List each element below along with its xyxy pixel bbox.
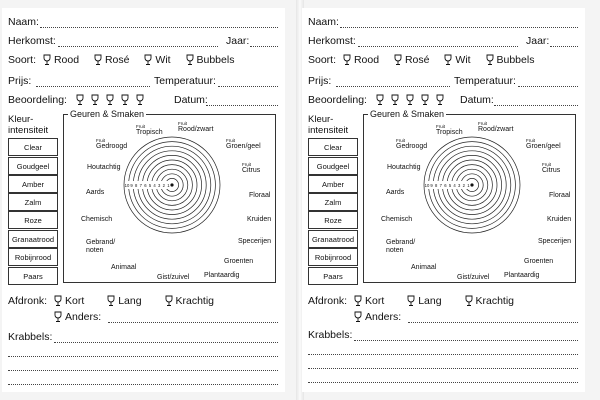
color-box-granaatrood[interactable]: Granaatrood [308, 230, 358, 248]
aroma-specerijen: Specerijen [538, 238, 572, 245]
scale-number: 9 [130, 183, 133, 188]
origin-label: Herkomst: [308, 35, 356, 47]
wine-glass-icon[interactable] [54, 311, 62, 322]
scale-number: 2 [162, 183, 165, 188]
scale-number: 2 [462, 183, 465, 188]
notes-line[interactable] [8, 356, 278, 357]
aroma-groenten: Groenten [524, 258, 554, 265]
aroma-animaal: Animaal [111, 264, 137, 271]
aroma-gebrand-noten: Gebrand/ noten [86, 239, 116, 254]
scale-number: 6 [444, 183, 447, 188]
aroma-houtachtig: Houtachtig [87, 164, 121, 171]
finish-option-krachtig: Krachtig [175, 295, 215, 307]
aromas-title: Geuren & Smaken [70, 109, 145, 119]
color-box-clear[interactable]: Clear [308, 138, 358, 156]
color-box-roze[interactable]: Roze [308, 211, 358, 229]
scale-number: 10 [424, 183, 430, 188]
wine-glass-icon[interactable] [144, 54, 152, 65]
aroma-gebrand-noten: Gebrand/ noten [386, 239, 416, 254]
notes-line[interactable] [8, 384, 278, 385]
wine-glass-icon[interactable] [121, 94, 129, 105]
rating-row [308, 94, 447, 106]
color-box-goudgeel[interactable]: Goudgeel [308, 157, 358, 175]
wine-glass-icon[interactable] [486, 54, 494, 65]
wine-glass-icon[interactable] [186, 54, 194, 65]
type-label: Soort: [8, 54, 37, 66]
wine-glass-icon[interactable] [354, 311, 362, 322]
type-label: Soort: [308, 54, 337, 66]
color-box-granaatrood[interactable]: Granaatrood [8, 230, 58, 248]
name-line[interactable] [40, 27, 278, 28]
aroma-specerijen: Specerijen [238, 238, 272, 245]
type-option-wit: Wit [455, 54, 471, 66]
type-row [8, 54, 234, 66]
aroma-animaal: Animaal [411, 264, 437, 271]
aroma-aards: Aards [86, 189, 105, 196]
name-label: Naam: [8, 16, 39, 28]
aroma-gedroogd: Fruit Gedroogd [396, 138, 428, 150]
scale-number: 7 [439, 183, 442, 188]
temperature-line[interactable] [518, 86, 578, 87]
type-row [308, 54, 534, 66]
aroma-tropisch: Fruit Tropisch [436, 124, 463, 136]
aroma-groen-geel: Fruit Groen/geel [526, 138, 561, 150]
scale-number: 7 [139, 183, 142, 188]
wine-glass-icon[interactable] [436, 94, 444, 105]
date-label: Datum: [174, 94, 208, 106]
year-label: Jaar: [526, 35, 550, 47]
aroma-kruiden: Kruiden [547, 216, 572, 223]
color-intensity-label: Kleur- intensiteit [308, 114, 349, 136]
finish-label: Afdronk: [308, 295, 348, 307]
aromas-title: Geuren & Smaken [370, 109, 445, 119]
aroma-gist-zuivel: Gist/zuivel [457, 274, 490, 281]
color-box-paars[interactable]: Paars [308, 267, 358, 285]
aroma-chemisch: Chemisch [81, 216, 113, 223]
origin-line[interactable] [358, 46, 518, 47]
wine-glass-icon[interactable] [406, 94, 414, 105]
wheel-center-dot [470, 183, 473, 186]
notes-line[interactable] [8, 370, 278, 371]
finish-option-kort: Kort [65, 295, 85, 307]
wine-glass-icon[interactable] [76, 94, 84, 105]
scale-number: 1 [467, 183, 470, 188]
finish-row [308, 295, 514, 307]
color-box-zalm[interactable]: Zalm [8, 193, 58, 211]
type-option-rood: Rood [53, 54, 80, 66]
color-box-goudgeel[interactable]: Goudgeel [8, 157, 58, 175]
price-label: Prijs: [308, 75, 332, 87]
finish-option-lang: Lang [118, 295, 142, 307]
wine-glass-icon[interactable] [343, 54, 351, 65]
aroma-gist-zuivel: Gist/zuivel [157, 274, 190, 281]
wine-glass-icon[interactable] [394, 54, 402, 65]
color-box-amber[interactable]: Amber [308, 175, 358, 193]
temperature-line[interactable] [218, 86, 278, 87]
color-box-robijnrood[interactable]: Robijnrood [308, 248, 358, 266]
temperature-label: Temperatuur: [154, 75, 216, 87]
other-label: Anders: [365, 311, 402, 323]
aroma-rood-zwart: Fruit Rood/zwart [478, 121, 514, 133]
scale-number: 8 [435, 183, 438, 188]
wine-glass-icon[interactable] [107, 295, 115, 306]
scale-number: 4 [153, 183, 156, 188]
aroma-gedroogd: Fruit Gedroogd [96, 138, 128, 150]
aroma-plantaardig: Plantaardig [204, 272, 240, 279]
aroma-intensity-wheel[interactable] [123, 136, 221, 234]
temperature-label: Temperatuur: [454, 75, 516, 87]
aroma-plantaardig: Plantaardig [504, 272, 540, 279]
notes-line[interactable] [54, 342, 278, 343]
scale-number: 3 [158, 183, 161, 188]
name-label: Naam: [308, 16, 339, 28]
price-label: Prijs: [8, 75, 32, 87]
color-box-zalm[interactable]: Zalm [308, 193, 358, 211]
aroma-tropisch: Fruit Tropisch [136, 124, 163, 136]
finish-option-krachtig: Krachtig [475, 295, 515, 307]
wine-glass-icon[interactable] [354, 295, 362, 306]
wine-glass-icon[interactable] [91, 94, 99, 105]
aroma-groen-geel: Fruit Groen/geel [226, 138, 261, 150]
rating-label: Beoordeling: [308, 94, 367, 106]
type-option-rose: Rosé [104, 54, 130, 66]
finish-option-lang: Lang [418, 295, 442, 307]
scale-number: 5 [148, 183, 152, 188]
wine-glass-icon[interactable] [391, 94, 399, 105]
other-row [50, 311, 101, 323]
scale-number: 3 [458, 183, 461, 188]
notes-line[interactable] [308, 368, 578, 369]
scale-number: 9 [430, 183, 433, 188]
rating-row [8, 94, 147, 106]
aroma-floraal: Floraal [549, 192, 571, 199]
wine-glass-icon[interactable] [43, 54, 51, 65]
scale-number: 8 [135, 183, 138, 188]
year-line[interactable] [550, 46, 578, 47]
date-line[interactable] [494, 105, 578, 106]
notes-label: Krabbels: [308, 329, 353, 341]
notes-line[interactable] [308, 382, 578, 383]
other-line[interactable] [108, 322, 278, 323]
price-line[interactable] [336, 86, 450, 87]
scale-number: 6 [144, 183, 147, 188]
wine-glass-icon[interactable] [94, 54, 102, 65]
wine-glass-icon[interactable] [376, 94, 384, 105]
rating-label: Beoordeling: [8, 94, 67, 106]
color-box-roze[interactable]: Roze [8, 211, 58, 229]
aroma-floraal: Floraal [249, 192, 271, 199]
notes-line[interactable] [354, 340, 578, 341]
finish-option-kort: Kort [365, 295, 385, 307]
wine-glass-icon[interactable] [54, 295, 62, 306]
aroma-chemisch: Chemisch [381, 216, 413, 223]
wine-glass-icon[interactable] [444, 54, 452, 65]
color-box-clear[interactable]: Clear [8, 138, 58, 156]
type-option-rood: Rood [353, 54, 380, 66]
finish-row [8, 295, 214, 307]
aroma-citrus: Fruit Citrus [242, 162, 261, 174]
wine-glass-icon[interactable] [407, 295, 415, 306]
date-line[interactable] [206, 105, 278, 106]
scale-number: 4 [453, 183, 456, 188]
type-option-bubbels: Bubbels [496, 54, 535, 66]
name-line[interactable] [340, 27, 578, 28]
wine-glass-icon[interactable] [165, 295, 173, 306]
wine-glass-icon[interactable] [465, 295, 473, 306]
aroma-rood-zwart: Fruit Rood/zwart [178, 121, 214, 133]
origin-line[interactable] [58, 46, 218, 47]
date-label: Datum: [460, 94, 494, 106]
aroma-groenten: Groenten [224, 258, 254, 265]
aroma-aards: Aards [386, 189, 405, 196]
other-label: Anders: [65, 311, 102, 323]
color-box-amber[interactable]: Amber [8, 175, 58, 193]
scale-number: 10 [124, 183, 130, 188]
origin-label: Herkomst: [8, 35, 56, 47]
wheel-center-dot [170, 183, 173, 186]
aroma-intensity-wheel[interactable] [423, 136, 521, 234]
type-option-rose: Rosé [404, 54, 430, 66]
color-box-robijnrood[interactable]: Robijnrood [8, 248, 58, 266]
aroma-kruiden: Kruiden [247, 216, 272, 223]
left-page [2, 8, 285, 392]
wine-glass-icon[interactable] [421, 94, 429, 105]
year-label: Jaar: [226, 35, 250, 47]
other-row [350, 311, 401, 323]
type-option-wit: Wit [155, 54, 171, 66]
year-line[interactable] [250, 46, 278, 47]
aroma-houtachtig: Houtachtig [387, 164, 421, 171]
color-intensity-label: Kleur- intensiteit [8, 114, 49, 136]
scale-number: 5 [448, 183, 452, 188]
notes-label: Krabbels: [8, 331, 53, 343]
scale-number: 1 [167, 183, 170, 188]
color-box-paars[interactable]: Paars [8, 267, 58, 285]
other-line[interactable] [408, 322, 578, 323]
wine-glass-icon[interactable] [106, 94, 114, 105]
type-option-bubbels: Bubbels [196, 54, 235, 66]
wine-glass-icon[interactable] [136, 94, 144, 105]
price-line[interactable] [36, 86, 150, 87]
aroma-citrus: Fruit Citrus [542, 162, 561, 174]
notes-line[interactable] [308, 354, 578, 355]
right-page [302, 8, 585, 392]
finish-label: Afdronk: [8, 295, 48, 307]
